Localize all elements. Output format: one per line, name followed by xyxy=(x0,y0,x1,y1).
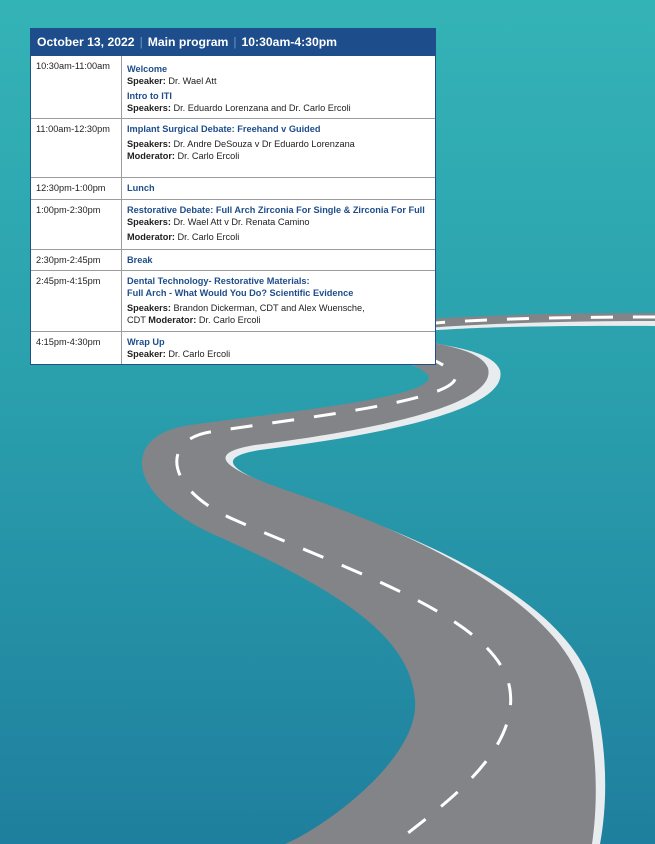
session-title: Welcome xyxy=(127,64,168,74)
session-title: Intro to ITI xyxy=(127,91,172,101)
speaker-names: Brandon Dickerman, CDT and Alex Wuensche, xyxy=(170,303,365,313)
time-cell: 10:30am-11:00am xyxy=(31,56,122,119)
table-row xyxy=(31,56,435,119)
moderator-label: Moderator: xyxy=(148,315,197,325)
moderator-name: Dr. Carlo Ercoli xyxy=(196,315,261,325)
session-title: Lunch xyxy=(127,183,155,193)
session-title: Dental Technology- Restorative Materials: xyxy=(127,276,310,286)
session-cell xyxy=(122,56,436,119)
header-hours: 10:30am-4:30pm xyxy=(241,35,338,49)
table-row xyxy=(31,119,435,178)
schedule-rows xyxy=(31,56,435,364)
session-title: Restorative Debate: Full Arch Zirconia For Single & Zirconia For Full xyxy=(127,205,425,215)
time-cell: 4:15pm-4:30pm xyxy=(31,332,122,365)
speaker-names: Dr. Wael Att v Dr. Renata Camino xyxy=(170,217,310,227)
session-title: Break xyxy=(127,255,153,265)
speaker-label: Speaker: xyxy=(127,76,166,86)
table-row xyxy=(31,200,435,250)
session-cell xyxy=(122,250,436,271)
session-cell xyxy=(122,178,436,200)
speaker-label: Speakers: xyxy=(127,217,171,227)
table-row xyxy=(31,178,435,200)
session-title-cont: Full Arch - What Would You Do? Scientific Evidence xyxy=(127,288,354,298)
speaker-names: Dr. Carlo Ercoli xyxy=(165,349,231,359)
time-cell: 1:00pm-2:30pm xyxy=(31,200,122,250)
moderator-label: Moderator: xyxy=(127,232,175,242)
time-cell: 2:45pm-4:15pm xyxy=(31,271,122,332)
speaker-names: Dr. Wael Att xyxy=(165,76,217,86)
speaker-label: Speaker: xyxy=(127,349,166,359)
table-row xyxy=(31,332,435,365)
speaker-label: Speakers: xyxy=(127,103,171,113)
schedule-header: October 13, 2022 | Main program | 10:30am-4:30pm xyxy=(31,29,435,56)
schedule-table xyxy=(30,28,436,365)
session-title: Implant Surgical Debate: Freehand v Guided xyxy=(127,124,321,134)
time-cell: 11:00am-12:30pm xyxy=(31,119,122,178)
table-row xyxy=(31,271,435,332)
session-cell xyxy=(122,119,436,178)
session-title: Wrap Up xyxy=(127,337,165,347)
moderator-name: Dr. Carlo Ercoli xyxy=(174,151,240,161)
session-cell xyxy=(122,200,436,250)
speaker-names: Dr. Eduardo Lorenzana and Dr. Carlo Ercoli xyxy=(170,103,351,113)
table-row xyxy=(31,250,435,271)
moderator-name: Dr. Carlo Ercoli xyxy=(174,232,240,242)
header-program: Main program xyxy=(147,35,229,49)
speaker-label: Speakers: xyxy=(127,303,171,313)
moderator-label: Moderator: xyxy=(127,151,175,161)
speaker-names-cont: CDT xyxy=(127,315,149,325)
speaker-names: Dr. Andre DeSouza v Dr Eduardo Lorenzana xyxy=(170,139,355,149)
speaker-label: Speakers: xyxy=(127,139,171,149)
header-date: October 13, 2022 xyxy=(37,35,135,49)
session-cell xyxy=(122,271,436,332)
time-cell: 12:30pm-1:00pm xyxy=(31,178,122,200)
time-cell: 2:30pm-2:45pm xyxy=(31,250,122,271)
session-cell xyxy=(122,332,436,365)
